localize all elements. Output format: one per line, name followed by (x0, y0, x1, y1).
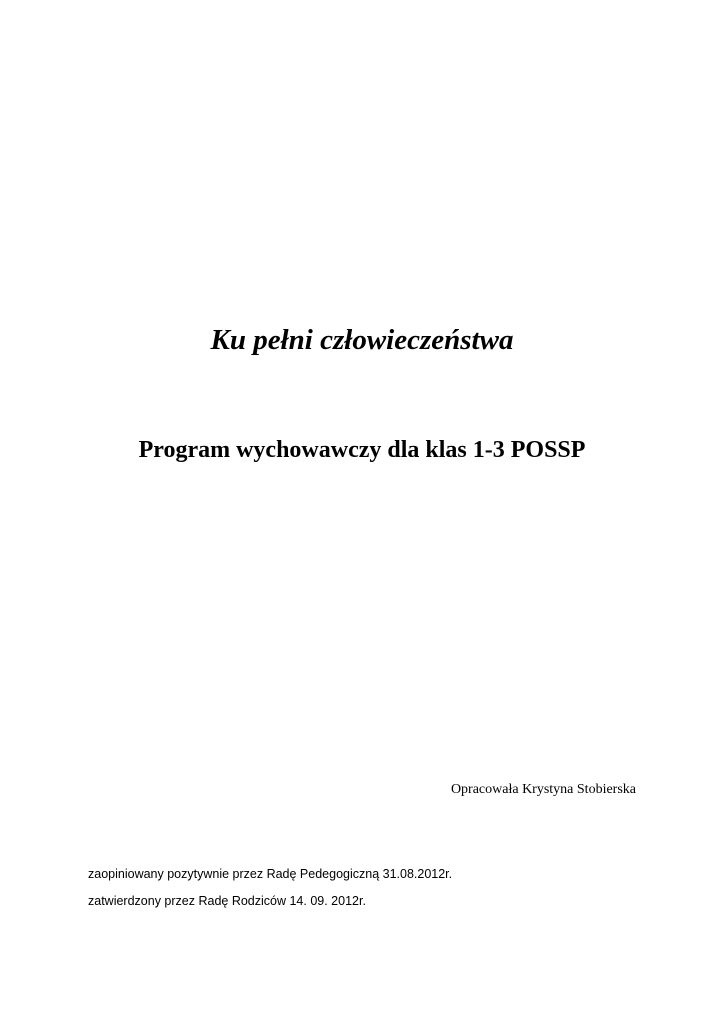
document-title: Ku pełni człowieczeństwa (210, 324, 514, 356)
author-line: Opracowała Krystyna Stobierska (450, 782, 636, 797)
document-subtitle: Program wychowawczy dla klas 1-3 POSSP (138, 437, 586, 463)
approval-note-parents: zatwierdzony przez Radę Rodziców 14. 09. 2012r. (88, 894, 366, 908)
approval-note-council: zaopiniowany pozytywnie przez Radę Pedegogiczną 31.08.2012r. (88, 867, 453, 881)
